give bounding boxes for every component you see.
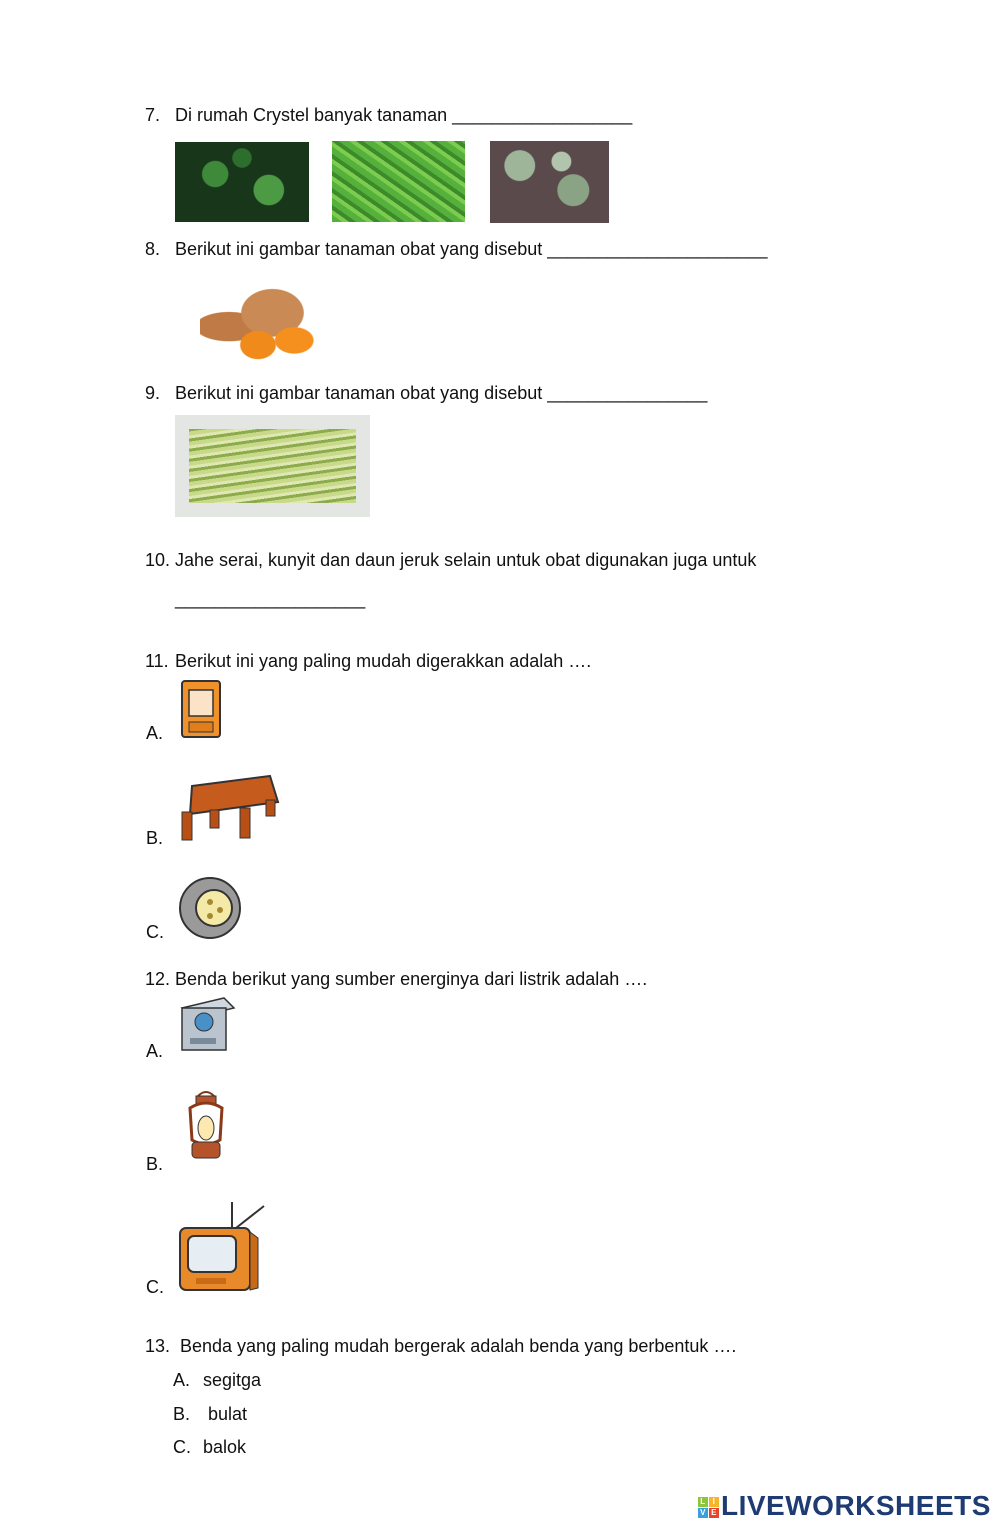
q12-option-a[interactable]: A. (146, 1041, 164, 1061)
q13-option-c-letter[interactable]: C. (173, 1437, 191, 1457)
binahong-plant-image (490, 141, 609, 223)
q7-text: Di rumah Crystel banyak tanaman __________________ (175, 105, 633, 125)
q13-option-b-letter[interactable]: B. (173, 1404, 191, 1424)
q10-answer-blank[interactable]: ___________________ (175, 589, 366, 609)
q10-number: 10. (145, 550, 171, 570)
q11-number: 11. (145, 651, 169, 671)
q9-number: 9. (145, 383, 161, 403)
meniran-plant-image (332, 141, 465, 222)
tire-icon (176, 876, 244, 940)
liveworksheets-logo (698, 1490, 991, 1522)
turmeric-image (200, 276, 345, 368)
q10-text: Jahe serai, kunyit dan daun jeruk selain untuk obat digunakan juga untuk (175, 550, 757, 570)
television-icon (176, 1198, 268, 1296)
table-icon (180, 772, 280, 842)
q7-number: 7. (145, 105, 161, 125)
q12-option-c[interactable]: C. (146, 1277, 164, 1297)
oil-lantern-icon (180, 1088, 232, 1168)
live-badge-icon: L I V E (698, 1497, 719, 1518)
q13-number: 13. (145, 1336, 171, 1356)
logo-text: LIVEWORKSHEETS (721, 1490, 991, 1521)
q12-option-b[interactable]: B. (146, 1154, 164, 1174)
q13-text: Benda yang paling mudah bergerak adalah benda yang berbentuk …. (180, 1336, 737, 1356)
lemongrass-image (175, 415, 370, 517)
q11-option-a[interactable]: A. (146, 723, 164, 743)
cabinet-icon (178, 678, 224, 740)
q13-option-a-letter[interactable]: A. (173, 1370, 191, 1390)
gas-stove-icon (178, 994, 238, 1056)
q9-text: Berikut ini gambar tanaman obat yang disebut ________________ (175, 383, 708, 403)
q13-option-b-text[interactable]: bulat (208, 1404, 248, 1424)
q13-option-a-text[interactable]: segitga (203, 1370, 262, 1390)
betel-leaf-image (175, 142, 309, 222)
q12-number: 12. (145, 969, 171, 989)
q11-option-c[interactable]: C. (146, 922, 164, 942)
q8-number: 8. (145, 239, 161, 259)
q11-text: Berikut ini yang paling mudah digerakkan adalah …. (175, 651, 592, 671)
q8-text: Berikut ini gambar tanaman obat yang disebut ______________________ (175, 239, 768, 259)
q13-option-c-text[interactable]: balok (203, 1437, 247, 1457)
q12-text: Benda berikut yang sumber energinya dari listrik adalah …. (175, 969, 648, 989)
q11-option-b[interactable]: B. (146, 828, 164, 848)
